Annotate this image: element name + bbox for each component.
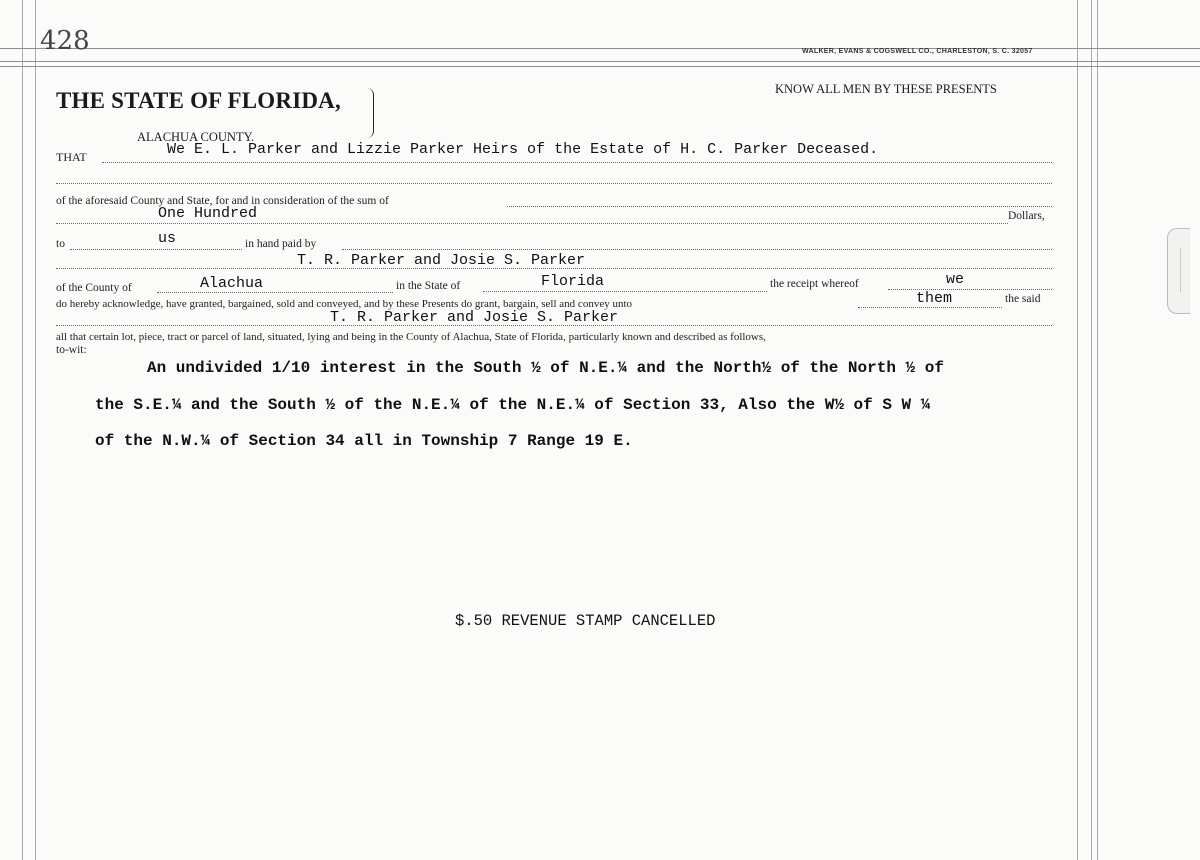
- paid-by-dots-2: [56, 268, 1052, 269]
- all-that-label: all that certain lot, piece, tract or parcel of land, situated, lying and being in the County of Alachua, State of Florida, particularly known and described as follows,: [56, 331, 766, 343]
- know-all-heading: KNOW ALL MEN BY THESE PRESENTS: [775, 82, 997, 96]
- state-heading: THE STATE OF FLORIDA,: [56, 88, 341, 113]
- top-rule-2: [0, 61, 1200, 62]
- grantees-field: T. R. Parker and Josie S. Parker: [330, 309, 619, 326]
- grantees-dots: [56, 325, 1052, 326]
- aforesaid-dots: [507, 206, 1052, 207]
- state-field: Florida: [541, 273, 605, 290]
- to-field: us: [158, 230, 177, 247]
- paid-by-field: T. R. Parker and Josie S. Parker: [297, 252, 586, 269]
- description-line-1: An undivided 1/10 interest in the South ½ of N.E.¼ and the North½ of the North ½ of: [147, 359, 944, 377]
- unto-dots: [858, 307, 1002, 308]
- state-label: in the State of: [396, 280, 461, 292]
- blank-dots-1: [56, 183, 1052, 184]
- revenue-stamp-note: $.50 REVENUE STAMP CANCELLED: [455, 612, 716, 630]
- aforesaid-label: of the aforesaid County and State, for and in consideration of the sum of: [56, 195, 389, 207]
- description-line-2: the S.E.¼ and the South ½ of the N.E.¼ of the N.E.¼ of Section 33, Also the W½ of S W ¼: [95, 396, 931, 414]
- that-dots: [102, 162, 1052, 163]
- county-label: of the County of: [56, 282, 132, 294]
- top-rule-3: [0, 66, 1200, 67]
- that-label: THAT: [56, 150, 87, 164]
- printer-line: WALKER, EVANS & COGSWELL CO., CHARLESTON, S. C. 32057: [802, 48, 1033, 55]
- sum-dots: [56, 223, 1008, 224]
- right-margin-line: [1077, 0, 1078, 860]
- receipt-field: we: [946, 271, 965, 288]
- receipt-label: the receipt whereof: [770, 278, 859, 290]
- dollars-label: Dollars,: [1008, 210, 1045, 222]
- county-field: Alachua: [200, 275, 264, 292]
- to-dots: [70, 249, 242, 250]
- unto-field: them: [916, 290, 953, 307]
- description-line-3: of the N.W.¼ of Section 34 all in Township 7 Range 19 E.: [95, 432, 633, 450]
- county-dots: [157, 292, 393, 293]
- binder-clip-slot: [1180, 248, 1184, 292]
- acknowledge-label: do hereby acknowledge, have granted, bargained, sold and conveyed, and by these Presents do grant, bargain, sell and convey unto: [56, 298, 633, 310]
- right-margin-line-outer: [1091, 0, 1092, 860]
- receipt-dots: [888, 289, 1052, 290]
- county-heading: ALACHUA COUNTY.: [137, 130, 255, 144]
- left-margin-line: [22, 0, 23, 860]
- to-label: to: [56, 238, 65, 250]
- page-number: 428: [40, 26, 90, 56]
- binder-clip: [1167, 228, 1190, 314]
- right-margin-line-outer2: [1097, 0, 1098, 860]
- grantors-field: We E. L. Parker and Lizzie Parker Heirs of the Estate of H. C. Parker Deceased.: [167, 141, 879, 158]
- header-bracket: [367, 88, 374, 138]
- to-wit-label: to-wit:: [56, 344, 87, 356]
- sum-field: One Hundred: [158, 205, 258, 222]
- left-margin-line-inner: [35, 0, 36, 860]
- state-dots: [483, 291, 767, 292]
- the-said-label: the said: [1005, 293, 1041, 305]
- paid-by-label: in hand paid by: [245, 238, 317, 250]
- paid-by-dots: [342, 249, 1052, 250]
